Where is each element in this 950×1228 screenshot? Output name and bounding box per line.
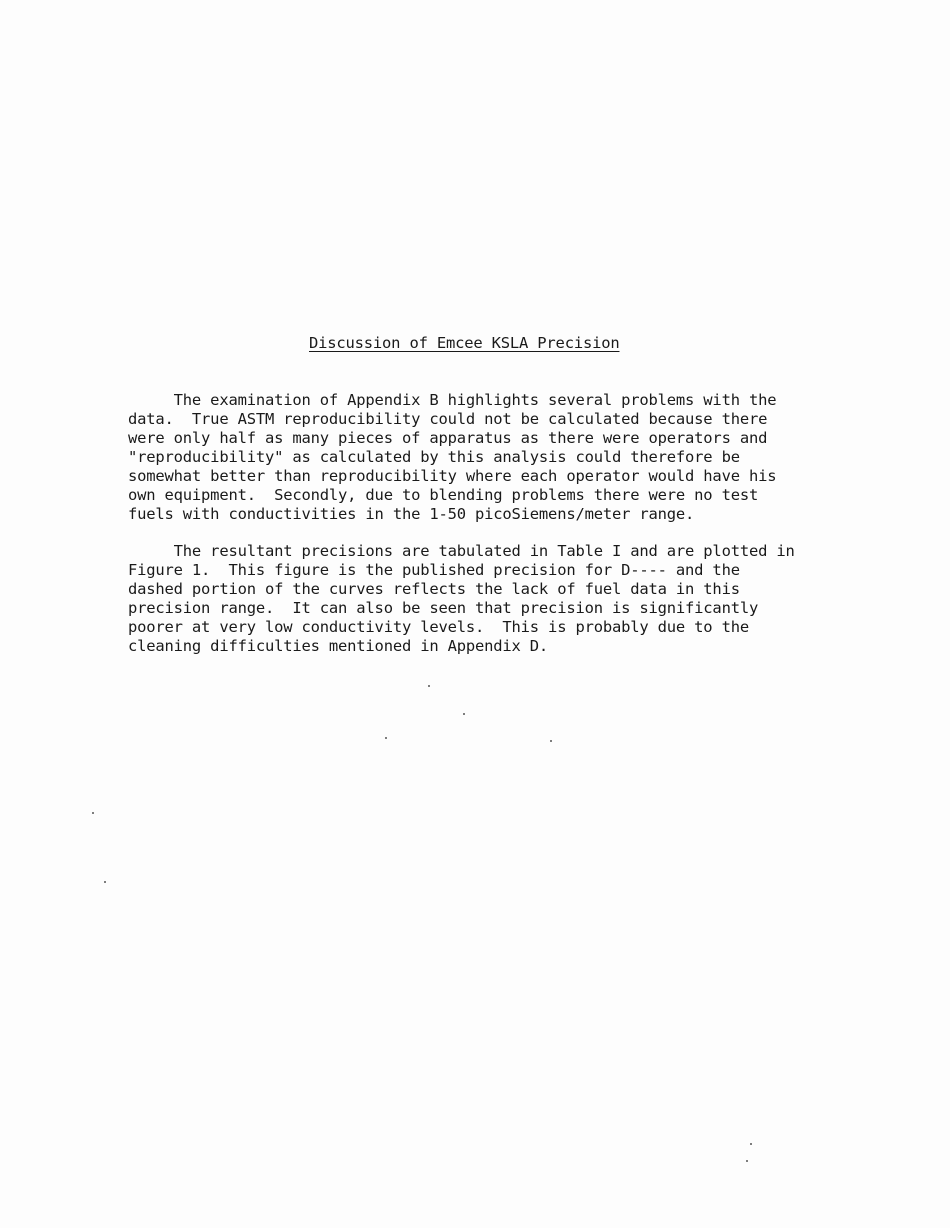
text-line: were only half as many pieces of apparatus as there were operators and <box>128 429 768 447</box>
text-line: poorer at very low conductivity levels. This is probably due to the <box>128 618 749 636</box>
text-line: own equipment. Secondly, due to blending problems there were no test <box>128 486 759 504</box>
text-line: The resultant precisions are tabulated in Table I and are plotted in <box>128 542 795 560</box>
scan-speck <box>746 1160 748 1162</box>
scan-speck <box>463 713 465 715</box>
document-title: Discussion of Emcee KSLA Precision <box>309 334 620 352</box>
paragraph-1 <box>128 391 776 524</box>
paragraph-2 <box>128 542 795 656</box>
text-line: cleaning difficulties mentioned in Appendix D. <box>128 637 549 655</box>
text-line: Figure 1. This figure is the published precision for D---- and the <box>128 561 740 579</box>
text-line: dashed portion of the curves reflects the lack of fuel data in this <box>128 580 740 598</box>
text-line: fuels with conductivities in the 1-50 picoSiemens/meter range. <box>128 505 695 523</box>
scan-speck <box>92 812 94 814</box>
text-line: "reproducibility" as calculated by this analysis could therefore be <box>128 448 740 466</box>
scan-speck <box>104 881 106 883</box>
text-line: somewhat better than reproducibility where each operator would have his <box>128 467 777 485</box>
scan-speck <box>428 685 430 687</box>
scan-speck <box>550 740 552 742</box>
text-line: precision range. It can also be seen that precision is significantly <box>128 599 759 617</box>
scan-speck <box>385 737 387 739</box>
text-line: The examination of Appendix B highlights several problems with the <box>128 391 777 409</box>
text-line: data. True ASTM reproducibility could not be calculated because there <box>128 410 768 428</box>
scan-speck <box>750 1143 752 1145</box>
